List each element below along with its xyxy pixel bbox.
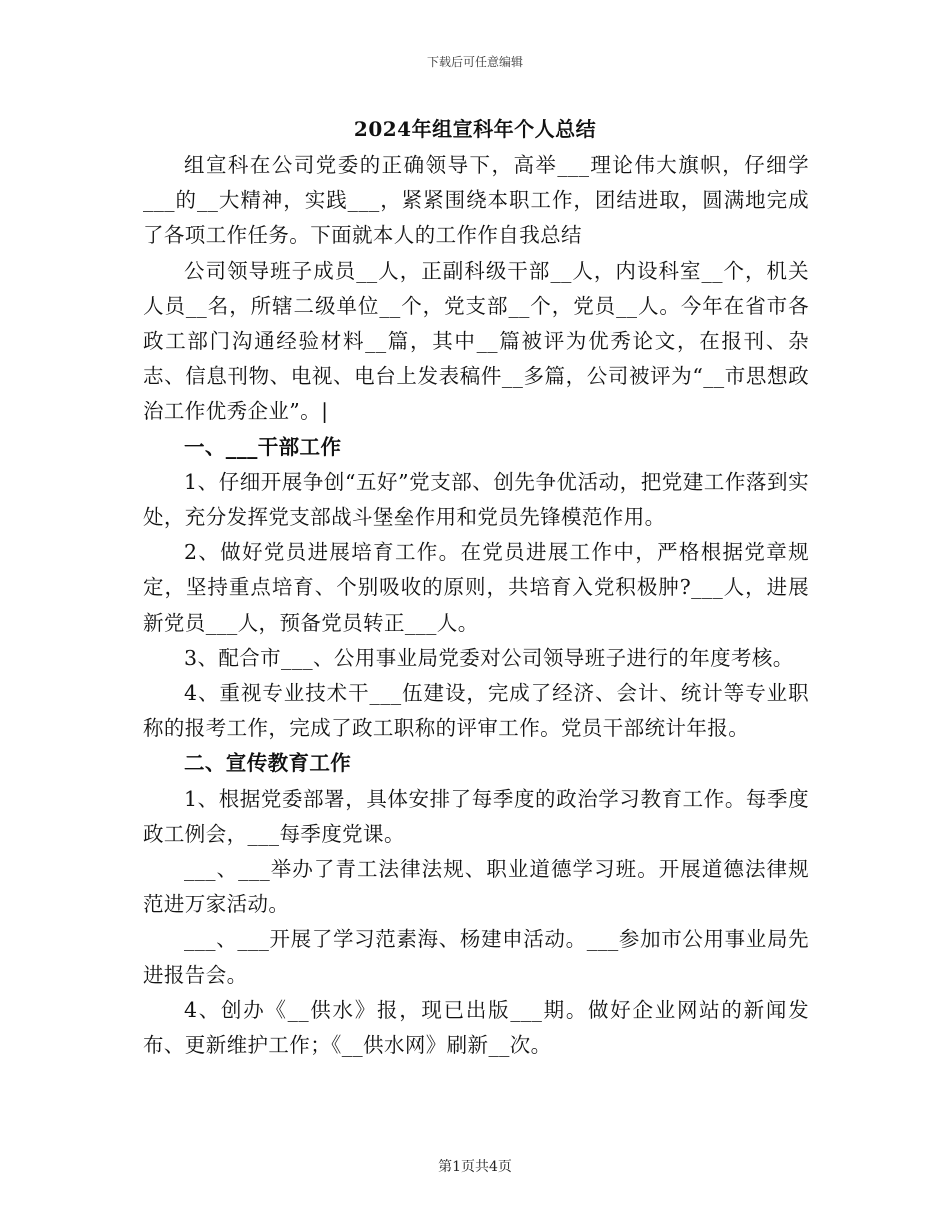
paragraph-item: 4、创办《__供水》报，现已出版___期。做好企业网站的新闻发布、更新维护工作；《__供水网》刷新__次。 — [143, 997, 809, 1058]
page-number: 第1页共4页 — [438, 1159, 512, 1175]
paragraph-item: 2、做好党员进展培育工作。在党员进展工作中，严格根据党章规定，坚持重点培育、个别吸收的原则，共培育入党积极肿?___人，进展新党员___人，预备党员转正___人。 — [143, 540, 809, 635]
section-heading-cadre: 一、___干部工作 — [184, 434, 342, 459]
paragraph-intro: 组宣科在公司党委的正确领导下，高举___理论伟大旗帜，仔细学___的__大精神，实践___，紧紧围绕本职工作，团结进取，圆满地完成了各项工作任务。下面就本人的工作作自我总结 — [143, 153, 809, 248]
document-body — [143, 148, 809, 1063]
document-title: 2024年组宣科年个人总结 — [353, 117, 597, 141]
header-note: 下载后可任意编辑 — [426, 55, 523, 69]
paragraph-item: 3、配合市___、公用事业局党委对公司领导班子进行的年度考核。 — [184, 645, 794, 670]
paragraph-item: 4、重视专业技术干___伍建设，完成了经济、会计、统计等专业职称的报考工作，完成了政工职称的评审工作。党员干部统计年报。 — [143, 681, 809, 741]
paragraph-item: ___、___举办了青工法律法规、职业道德学习班。开展道德法律规范进万家活动。 — [143, 857, 809, 917]
paragraph-item: 1、仔细开展争创“五好”党支部、创先争优活动，把党建工作落到实处，充分发挥党支部战斗堡垒作用和党员先锋模范作用。 — [143, 469, 809, 530]
paragraph-overview: 公司领导班子成员__人，正副科级干部__人，内设科室__个，机关人员__名，所辖二级单位__个，党支部__个，党员__人。今年在省市各政工部门沟通经验材料__篇，其中__篇被评为优秀论文，在报刊、杂志、信息刊物、电视、电台上发表稿件__多篇，公司被评为“__市思想政治工作优秀企业”。| — [143, 258, 809, 424]
section-heading-publicity: 二、宣传教育工作 — [184, 751, 352, 776]
paragraph-item: ___、___开展了学习范素海、杨建申活动。___参加市公用事业局先进报告会。 — [143, 927, 809, 987]
paragraph-item: 1、根据党委部署，具体安排了每季度的政治学习教育工作。每季度政工例会，___每季度党课。 — [143, 786, 809, 846]
